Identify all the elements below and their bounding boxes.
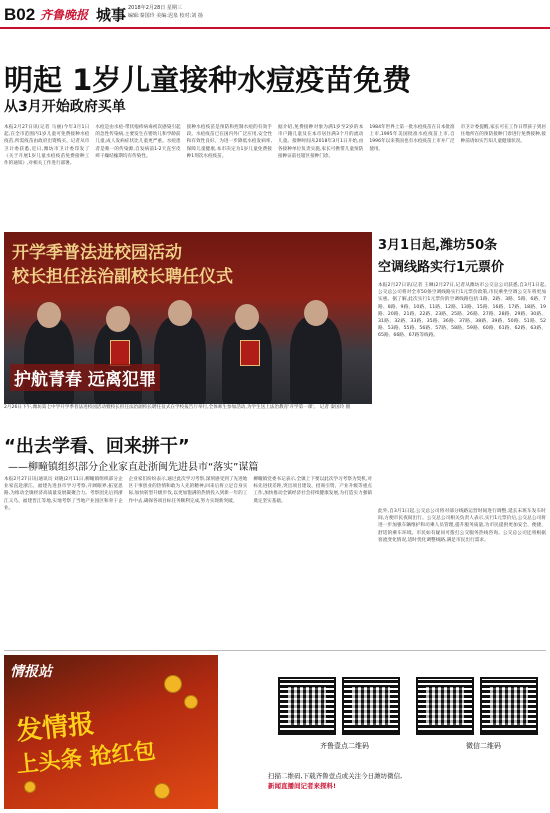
bus-article-continued: 此外,自3月1日起,公交总公司将对部分线路运营时间进行调整,延长末班车发车时间,方便市民夜间出行。公交总公司相关负责人表示,实行1元票价后,公交总公司将进一步加强车辆维护和司乘人员管理,提升服务质量,为市民提供更加安全、便捷、舒适的乘车环境。市民如有疑问可拨打公交服务热线咨询。公交总公司还将根据客流变化情况,适时优化调整线路,满足市民出行需求。 <box>378 509 546 543</box>
photo-caption: 2月26日下午,潍坊第七中学开学季普法进校园活动暨校长担任法治副校长聘任仪式在学校报告厅举行,全体师生参加活动,为学生送上法治教育'开学第一课'。 记者 秦国玲 摄 <box>4 405 351 410</box>
qr-code-icon[interactable] <box>342 677 400 735</box>
ad-slogan-line2: 上头条 抢红包 <box>15 738 157 779</box>
person-face <box>235 304 259 330</box>
coin-icon <box>24 781 36 793</box>
qr-code-icon[interactable] <box>480 677 538 735</box>
header-rule <box>0 27 550 29</box>
lead-column: 市卫计委提醒,家长可在工作日带孩子到居住地所在的预防接种门诊进行免费接种,接种前请如实告知儿童健康状况。 <box>460 125 546 145</box>
article2-subtitle: ——柳疃镇组织部分企业家直赴浙闽先进县市“落实”谋篇 <box>8 462 259 473</box>
lead-column: 接种水痘疫苗是预防和控制水痘的有效手段。水痘疫苗已在国内外广泛应用,安全性和有效性良好。为进一步降低水痘发病率,保障儿童健康,本市决定为1岁儿童免费接种1剂次水痘疫苗。 <box>186 125 272 159</box>
newspaper-logo: 齐鲁晚报 <box>40 8 89 22</box>
page-number: B02 <box>4 5 36 24</box>
lead-subhead: 从3月开始政府买单 <box>4 99 126 115</box>
photo-banner-line1: 开学季普法进校园活动 <box>12 243 182 263</box>
person-figure <box>290 316 342 404</box>
person-face <box>304 300 328 326</box>
lead-column: 本报2月27日讯(记者 马丽)今年3月1日起,在全市范围内1岁儿童可免费接种水痘疫苗,所需疫苗由政府出资购买。记者从市卫计委获悉,近日,潍坊市卫计委印发了《关于开展1岁儿童水痘疫苗免费接种工作的通知》,对相关工作进行部署。 <box>4 125 90 167</box>
lead-headline[interactable]: 明起 1岁儿童接种水痘疫苗免费 <box>4 63 412 97</box>
issue-editors: 编辑:秦国玲 美编:迟泉 校对:刘 扬 <box>128 13 203 19</box>
ceremony-photo[interactable] <box>4 232 372 404</box>
qr-code-icon[interactable] <box>278 677 336 735</box>
article2-column: 企业家们纷纷表示,通过此次学习考察,深刻感受到了先进地区干事创业的热情和敢为人先的精神,回来后将立足自身实际,加快转型升级步伐,以更加饱满的热情投入到新一年的工作中去,确保各项目标任务顺利完成,努力实现新突破。 <box>128 477 248 504</box>
article2-headline[interactable]: “出去学看、回来拼干” <box>4 436 190 457</box>
issue-date: 2018年2月28日 星期三 <box>128 5 182 11</box>
lead-body <box>4 124 546 232</box>
bus-headline-line2[interactable]: 空调线路实行1元票价 <box>378 260 505 275</box>
page-header <box>0 0 550 30</box>
coin-icon <box>184 695 198 709</box>
ad-footer-line2: 新闻直播间记者来探料! <box>268 782 336 790</box>
person-figure <box>154 316 206 404</box>
qr-code-icon[interactable] <box>416 677 474 735</box>
qr1-label: 齐鲁壹点二维码 <box>320 742 369 750</box>
ad-banner[interactable] <box>4 655 218 809</box>
person-face <box>37 302 61 328</box>
certificate <box>110 340 130 366</box>
article2-column: 本报2月27日讯(通讯员 刘晓)2月11日,柳疃镇组织部分企业家直赴浙江、福建先进县市学习考察,开阔眼界,拓宽思路,为推动全镇经济高质量发展凝聚合力。考察团先后到浙江义乌、福建晋江等地,实地考察了当地产业园区和骨干企业。 <box>4 477 123 511</box>
lead-column: 据介绍,免费接种对象为满1岁至2岁的本市户籍儿童及在本市居住满3个月的流动儿童。接种时间从2018年3月1日开始,由各接种单位负责实施,家长可携带儿童预防接种证前往辖区接种门诊。 <box>277 125 364 159</box>
article2-body <box>4 476 372 646</box>
qr2-label: 微信二维码 <box>466 742 501 750</box>
ad-slogan-line1: 发情报 <box>14 708 96 747</box>
ad-footer-line1: 扫描二维码,下载齐鲁壹点或关注今日潍坊微信, <box>268 772 403 780</box>
bus-article-body: 本报2月27日讯(记者 王琳)2月27日,记者从潍坊市公交总公司获悉,自3月1日起,公交总公司将对全市50条空调线路实行1元票价政策,市民乘坐空调公交车将更加实惠。据了解,此次实行1元票价的空调线路包括:1路、2路、3路、5路、6路、7路、8路、9路、10路、11路、12路、13路、15路、16路、17路、18路、19路、20路、21路、22路、23路、25路、26路、27路、28路、29路、30路、31路、32路、33路、35路、36路、37路、38路、39路、50路、51路、52路、53路、55路、56路、57路、58路、59路、60路、61路、62路、63路、65路、66路、67路等线路。 <box>378 283 546 339</box>
qr-panel <box>228 655 546 809</box>
bus-headline-line1[interactable]: 3月1日起,潍坊50条 <box>378 238 498 253</box>
person-face <box>168 300 192 326</box>
section-name: 城事 <box>96 6 127 24</box>
photo-banner-line2: 校长担任法治副校长聘任仪式 <box>12 267 233 287</box>
ad-brand: 情报站 <box>10 664 52 680</box>
person-figure <box>24 318 74 404</box>
lead-column: 1984年世界上第一批水痘疫苗在日本批准上市,1995年美国批准水痘疫苗上市,自1996年以来我国也有水痘疫苗上市并广泛使用。 <box>369 125 455 152</box>
ad-footer <box>268 771 402 791</box>
issue-meta <box>128 4 203 20</box>
lead-column: 水痘是由水痘-带状疱疹病毒初次感染引起的急性传染病,主要发生在婴幼儿和学龄前儿童,成人发病症状比儿童更严重。水痘患者是唯一的传染源,自发病前1-2天直至皮疹干燥结痂期均有传染性。 <box>95 125 181 159</box>
coin-icon <box>164 675 182 693</box>
photo-overlay-title: 护航青春 远离犯罪 <box>10 364 160 391</box>
promo-ad[interactable] <box>4 650 546 808</box>
article2-column: 柳疃镇党委书记表示,全镇上下要以此次学习考察为契机,对标先进找差距,突出项目建设、招商引资、产业升级等重点工作,加快推动全镇经济社会持续健康发展,为打造实力强镇奠定坚实基础。 <box>253 477 373 504</box>
coin-icon <box>154 783 170 799</box>
certificate <box>240 340 260 366</box>
person-face <box>106 306 130 332</box>
